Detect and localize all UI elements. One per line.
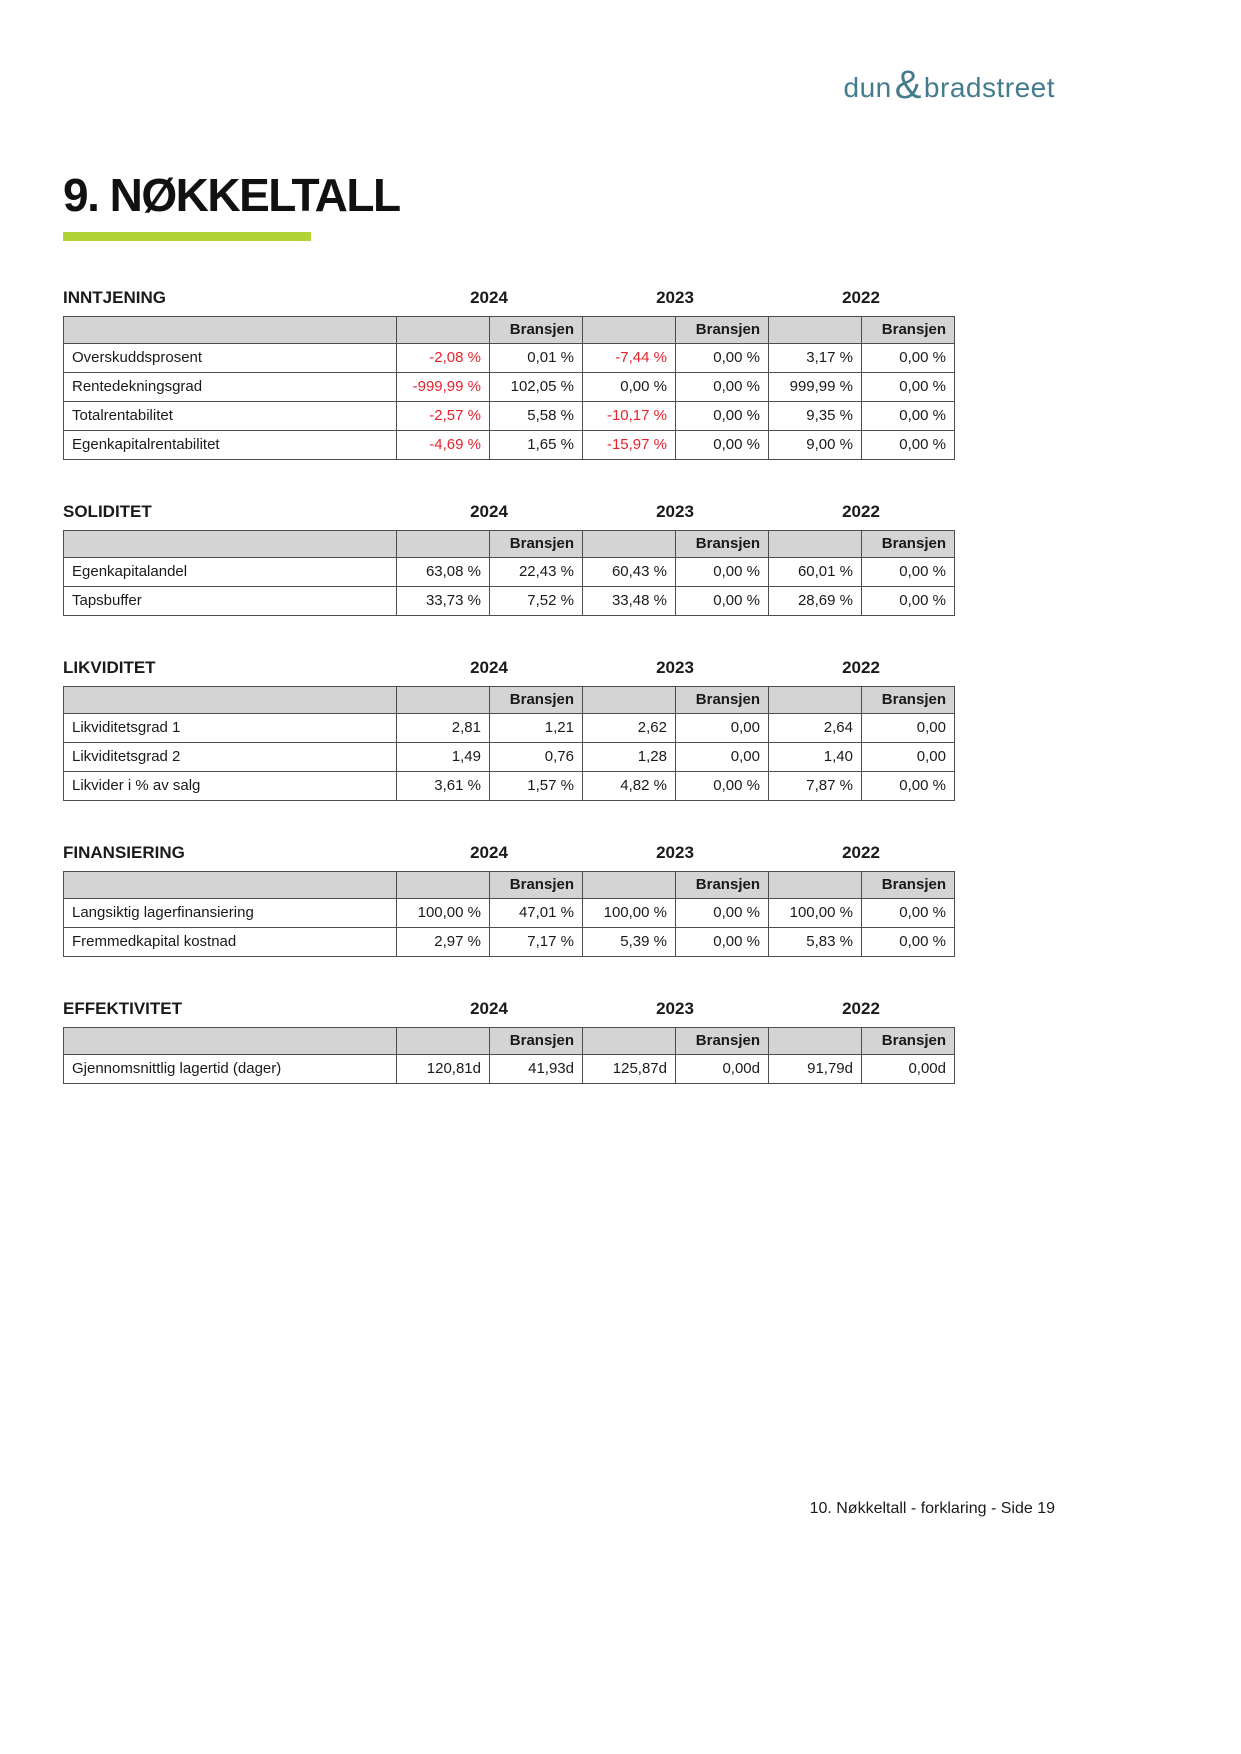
value-cell: 63,08 % <box>397 558 490 587</box>
section-header <box>63 999 954 1019</box>
value-cell: 0,00 % <box>676 344 769 373</box>
accent-underline-bar <box>63 232 311 241</box>
value-cell: 0,00d <box>862 1055 955 1084</box>
value-cell: 0,00 % <box>862 402 955 431</box>
bransjen-header-cell: Bransjen <box>490 531 583 558</box>
table-row <box>64 772 955 801</box>
table-row <box>64 373 955 402</box>
empty-header-cell <box>397 872 490 899</box>
value-cell: 33,73 % <box>397 587 490 616</box>
year-header: 2023 <box>656 658 694 677</box>
row-label: Overskuddsprosent <box>64 344 397 373</box>
section-finansiering <box>63 843 954 957</box>
value-cell: -2,08 % <box>397 344 490 373</box>
value-cell: -10,17 % <box>583 402 676 431</box>
logo-ampersand-icon: & <box>894 63 922 107</box>
table-header-row <box>64 872 955 899</box>
section-header <box>63 658 954 678</box>
bransjen-header-cell: Bransjen <box>676 872 769 899</box>
value-cell: 1,40 <box>769 743 862 772</box>
section-title: LIKVIDITET <box>63 658 156 677</box>
value-cell: 0,00 % <box>676 558 769 587</box>
year-header: 2023 <box>656 999 694 1018</box>
bransjen-header-cell: Bransjen <box>676 531 769 558</box>
section-likviditet <box>63 658 954 801</box>
table-row <box>64 714 955 743</box>
year-header: 2024 <box>470 658 508 677</box>
value-cell: 0,00 % <box>862 587 955 616</box>
empty-header-cell <box>64 1028 397 1055</box>
bransjen-header-cell: Bransjen <box>862 531 955 558</box>
table-row <box>64 558 955 587</box>
value-cell: 1,28 <box>583 743 676 772</box>
value-cell: 41,93d <box>490 1055 583 1084</box>
value-cell: 91,79d <box>769 1055 862 1084</box>
bransjen-header-cell: Bransjen <box>862 687 955 714</box>
value-cell: 2,64 <box>769 714 862 743</box>
page-footer: 10. Nøkkeltall - forklaring - Side 19 <box>809 1500 1055 1517</box>
value-cell: 2,62 <box>583 714 676 743</box>
value-cell: 9,00 % <box>769 431 862 460</box>
empty-header-cell <box>397 1028 490 1055</box>
table-header-row <box>64 531 955 558</box>
value-cell: 0,01 % <box>490 344 583 373</box>
value-cell: 0,00 % <box>862 431 955 460</box>
value-cell: 47,01 % <box>490 899 583 928</box>
value-cell: 0,00 % <box>676 928 769 957</box>
value-cell: 1,57 % <box>490 772 583 801</box>
kpi-table <box>63 530 955 616</box>
empty-header-cell <box>64 531 397 558</box>
row-label: Rentedekningsgrad <box>64 373 397 402</box>
empty-header-cell <box>397 317 490 344</box>
value-cell: 1,49 <box>397 743 490 772</box>
value-cell: 0,00 % <box>583 373 676 402</box>
value-cell: 0,00 <box>862 743 955 772</box>
year-header: 2022 <box>842 288 880 307</box>
bransjen-header-cell: Bransjen <box>490 872 583 899</box>
empty-header-cell <box>583 872 676 899</box>
logo-word-bradstreet: bradstreet <box>923 72 1055 103</box>
year-header: 2024 <box>470 999 508 1018</box>
section-title: INNTJENING <box>63 288 166 307</box>
table-row <box>64 402 955 431</box>
year-header: 2024 <box>470 502 508 521</box>
value-cell: 5,58 % <box>490 402 583 431</box>
row-label: Likvider i % av salg <box>64 772 397 801</box>
year-header: 2023 <box>656 843 694 862</box>
value-cell: 999,99 % <box>769 373 862 402</box>
value-cell: 0,00 <box>862 714 955 743</box>
value-cell: 0,00 % <box>676 402 769 431</box>
value-cell: 2,81 <box>397 714 490 743</box>
empty-header-cell <box>583 317 676 344</box>
value-cell: 7,52 % <box>490 587 583 616</box>
empty-header-cell <box>397 531 490 558</box>
empty-header-cell <box>769 531 862 558</box>
section-inntjening <box>63 288 954 460</box>
empty-header-cell <box>397 687 490 714</box>
kpi-table <box>63 871 955 957</box>
value-cell: -7,44 % <box>583 344 676 373</box>
table-row <box>64 344 955 373</box>
value-cell: 3,17 % <box>769 344 862 373</box>
kpi-table <box>63 1027 955 1084</box>
empty-header-cell <box>769 872 862 899</box>
bransjen-header-cell: Bransjen <box>490 317 583 344</box>
row-label: Tapsbuffer <box>64 587 397 616</box>
value-cell: 5,39 % <box>583 928 676 957</box>
logo <box>843 63 1055 107</box>
kpi-table <box>63 686 955 801</box>
section-header <box>63 502 954 522</box>
bransjen-header-cell: Bransjen <box>862 317 955 344</box>
year-header: 2022 <box>842 502 880 521</box>
bransjen-header-cell: Bransjen <box>490 1028 583 1055</box>
value-cell: -2,57 % <box>397 402 490 431</box>
empty-header-cell <box>769 1028 862 1055</box>
value-cell: 125,87d <box>583 1055 676 1084</box>
value-cell: 102,05 % <box>490 373 583 402</box>
value-cell: 7,87 % <box>769 772 862 801</box>
table-row <box>64 587 955 616</box>
year-header: 2024 <box>470 843 508 862</box>
empty-header-cell <box>583 687 676 714</box>
value-cell: 0,00 <box>676 743 769 772</box>
value-cell: 100,00 % <box>769 899 862 928</box>
key-figures-sections <box>63 288 954 1126</box>
value-cell: 0,00 % <box>862 373 955 402</box>
value-cell: 4,82 % <box>583 772 676 801</box>
table-row <box>64 928 955 957</box>
table-row <box>64 743 955 772</box>
value-cell: 100,00 % <box>583 899 676 928</box>
bransjen-header-cell: Bransjen <box>676 317 769 344</box>
year-header: 2022 <box>842 999 880 1018</box>
empty-header-cell <box>769 317 862 344</box>
year-header: 2023 <box>656 502 694 521</box>
value-cell: 0,00 <box>676 714 769 743</box>
value-cell: 0,00 % <box>862 928 955 957</box>
value-cell: 5,83 % <box>769 928 862 957</box>
value-cell: -4,69 % <box>397 431 490 460</box>
value-cell: 0,00 % <box>676 373 769 402</box>
value-cell: 0,00 % <box>676 431 769 460</box>
section-effektivitet <box>63 999 954 1084</box>
bransjen-header-cell: Bransjen <box>862 1028 955 1055</box>
empty-header-cell <box>64 317 397 344</box>
value-cell: 0,00 % <box>676 772 769 801</box>
table-row <box>64 431 955 460</box>
value-cell: 60,01 % <box>769 558 862 587</box>
table-header-row <box>64 687 955 714</box>
value-cell: 33,48 % <box>583 587 676 616</box>
value-cell: 120,81d <box>397 1055 490 1084</box>
value-cell: 2,97 % <box>397 928 490 957</box>
value-cell: 9,35 % <box>769 402 862 431</box>
bransjen-header-cell: Bransjen <box>676 687 769 714</box>
section-title: SOLIDITET <box>63 502 152 521</box>
bransjen-header-cell: Bransjen <box>862 872 955 899</box>
section-title: EFFEKTIVITET <box>63 999 182 1018</box>
table-header-row <box>64 317 955 344</box>
value-cell: 60,43 % <box>583 558 676 587</box>
table-row <box>64 1055 955 1084</box>
value-cell: 7,17 % <box>490 928 583 957</box>
row-label: Egenkapitalandel <box>64 558 397 587</box>
value-cell: 1,21 <box>490 714 583 743</box>
value-cell: 0,00 % <box>676 587 769 616</box>
row-label: Totalrentabilitet <box>64 402 397 431</box>
empty-header-cell <box>64 872 397 899</box>
logo-word-dun: dun <box>843 72 892 103</box>
value-cell: -999,99 % <box>397 373 490 402</box>
value-cell: 100,00 % <box>397 899 490 928</box>
year-header: 2024 <box>470 288 508 307</box>
value-cell: 3,61 % <box>397 772 490 801</box>
row-label: Langsiktig lagerfinansiering <box>64 899 397 928</box>
value-cell: 0,00 % <box>862 344 955 373</box>
year-header: 2023 <box>656 288 694 307</box>
value-cell: 1,65 % <box>490 431 583 460</box>
year-header: 2022 <box>842 658 880 677</box>
kpi-table <box>63 316 955 460</box>
value-cell: 0,00d <box>676 1055 769 1084</box>
value-cell: 22,43 % <box>490 558 583 587</box>
page-title: 9. NØKKELTALL <box>63 169 400 221</box>
section-header <box>63 843 954 863</box>
row-label: Gjennomsnittlig lagertid (dager) <box>64 1055 397 1084</box>
empty-header-cell <box>769 687 862 714</box>
section-header <box>63 288 954 308</box>
bransjen-header-cell: Bransjen <box>676 1028 769 1055</box>
year-header: 2022 <box>842 843 880 862</box>
value-cell: -15,97 % <box>583 431 676 460</box>
value-cell: 0,00 % <box>676 899 769 928</box>
row-label: Likviditetsgrad 2 <box>64 743 397 772</box>
value-cell: 0,00 % <box>862 772 955 801</box>
value-cell: 0,00 % <box>862 899 955 928</box>
section-title: FINANSIERING <box>63 843 185 862</box>
bransjen-header-cell: Bransjen <box>490 687 583 714</box>
value-cell: 0,76 <box>490 743 583 772</box>
value-cell: 28,69 % <box>769 587 862 616</box>
empty-header-cell <box>583 531 676 558</box>
section-soliditet <box>63 502 954 616</box>
table-header-row <box>64 1028 955 1055</box>
empty-header-cell <box>583 1028 676 1055</box>
row-label: Egenkapitalrentabilitet <box>64 431 397 460</box>
empty-header-cell <box>64 687 397 714</box>
row-label: Fremmedkapital kostnad <box>64 928 397 957</box>
value-cell: 0,00 % <box>862 558 955 587</box>
row-label: Likviditetsgrad 1 <box>64 714 397 743</box>
table-row <box>64 899 955 928</box>
